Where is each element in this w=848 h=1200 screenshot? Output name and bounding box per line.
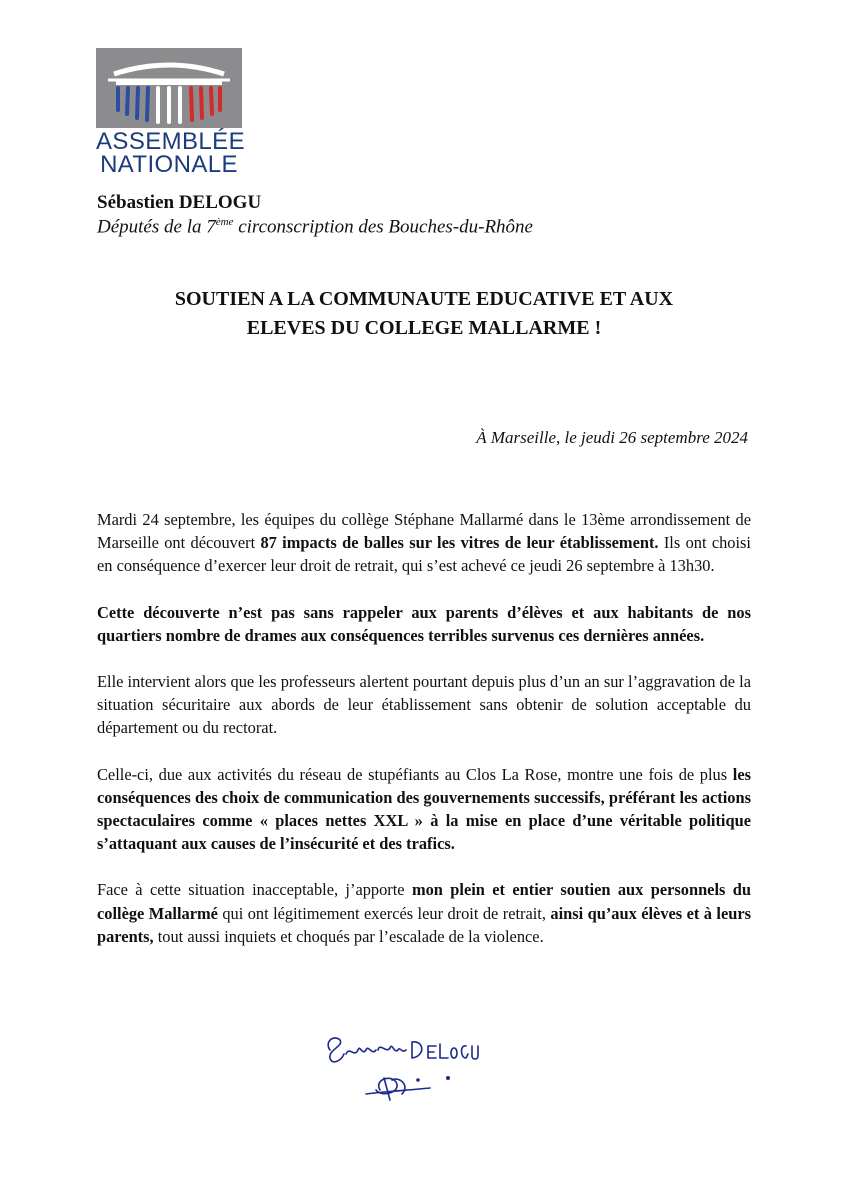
title-line-2: ELEVES DU COLLEGE MALLARME ! bbox=[246, 317, 602, 339]
paragraph-3 bbox=[97, 670, 751, 740]
p5-bold-2: ainsi qu’aux élèves et à leurs parents, bbox=[97, 903, 751, 946]
p1-text: Mardi 24 septembre, les équipes du collège Stéphane Mallarmé dans le 13ème arrondissement de Marseille ont découvert bbox=[97, 510, 751, 553]
p3-text: Elle intervient alors que les professeurs alertent pourtant depuis plus d’un an sur l’aggravation de la situation sécuritaire aux abords de leur établissement sans obtenir de solution acceptable du département ou du rectorat. bbox=[97, 672, 751, 738]
p2-bold: Cette découverte n’est pas sans rappeler aux parents d’élèves et aux habitants de nos quartiers nombre de drames aux conséquences terribles survenus ces dernières années. bbox=[97, 602, 751, 645]
subtitle-pre: Députés de la 7 bbox=[97, 216, 216, 238]
author-subtitle bbox=[97, 216, 533, 238]
document-body bbox=[97, 508, 751, 971]
handwritten-signature bbox=[320, 1020, 480, 1110]
title-line-1: SOUTIEN A LA COMMUNAUTE EDUCATIVE ET AUX bbox=[174, 288, 674, 310]
paragraph-4 bbox=[97, 763, 751, 856]
p5-text: Face à cette situation inacceptable, j’apporte bbox=[97, 880, 412, 900]
p4-text: Celle-ci, due aux activités du réseau de stupéfiants au Clos La Rose, montre une fois de plus bbox=[97, 764, 733, 784]
p1-bold: 87 impacts de balles sur les vitres de leur établissement. bbox=[260, 533, 659, 553]
p5-bold-1: mon plein et entier soutien aux personnels du collège Mallarmé bbox=[97, 880, 751, 923]
logo-line-2: NATIONALE bbox=[100, 151, 238, 178]
paragraph-5 bbox=[97, 878, 751, 948]
author-name: Sébastien DELOGU bbox=[97, 192, 262, 213]
logo-line-1: ASSEMBLÉE bbox=[96, 128, 245, 155]
assemblee-nationale-logo bbox=[96, 48, 245, 178]
p1-text-end: Ils ont choisi en conséquence d’exercer leur droit de retrait, qui s’est achevé ce jeudi 26 septembre à 13h30. bbox=[97, 533, 751, 576]
subtitle-sup: ème bbox=[215, 216, 234, 228]
p4-bold: les conséquences des choix de communication des gouvernements successifs, préférant les actions spectaculaires comme « places nettes XXL » à la mise en place d’une véritable politique s’attaquant aux causes de l’insécurité et des trafics. bbox=[97, 764, 751, 854]
dateline: À Marseille, le jeudi 26 septembre 2024 bbox=[476, 428, 748, 447]
paragraph-1 bbox=[97, 508, 751, 578]
logo-wordmark bbox=[96, 128, 245, 178]
p5-text-end: tout aussi inquiets et choqués par l’escalade de la violence. bbox=[153, 926, 544, 946]
paragraph-2 bbox=[97, 601, 751, 647]
hemicycle-emblem-icon bbox=[96, 48, 242, 128]
subtitle-post: circonscription des Bouches-du-Rhône bbox=[233, 216, 533, 238]
document-title bbox=[97, 285, 751, 343]
p5-text-mid: qui ont légitimement exercés leur droit de retrait, bbox=[217, 903, 551, 923]
